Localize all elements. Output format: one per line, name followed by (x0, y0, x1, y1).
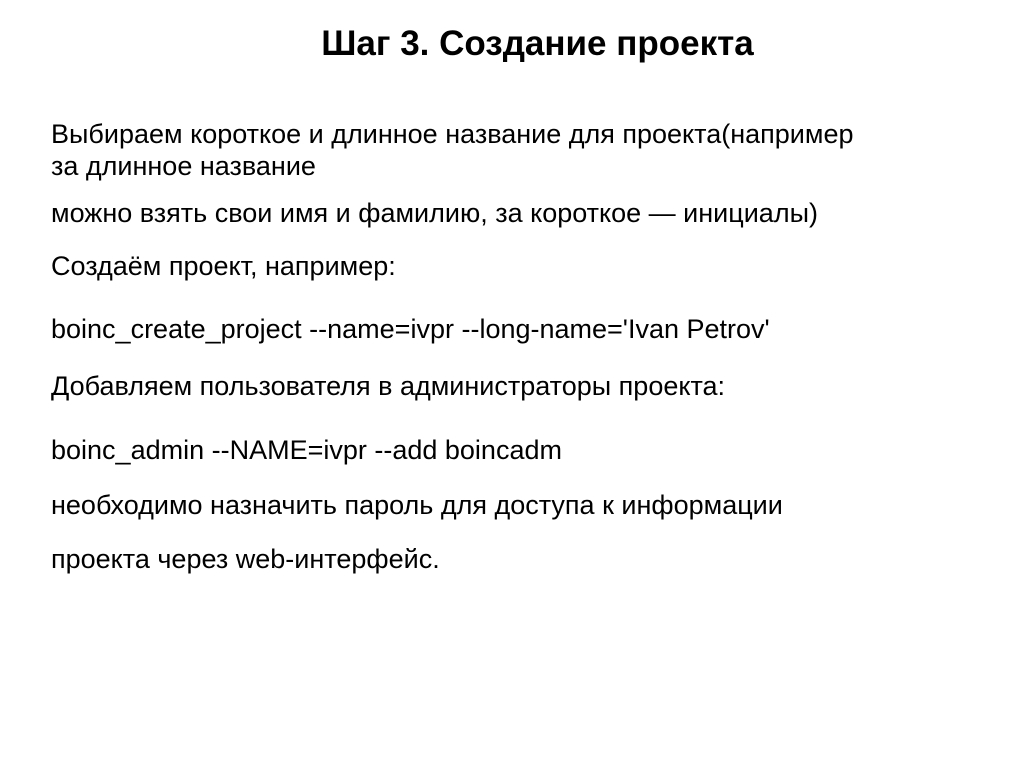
text-line-name-example: можно взять свои имя и фамилию, за короткое — инициалы) (51, 198, 818, 228)
command-create-project: boinc_create_project --name=ivpr --long-name='Ivan Petrov' (51, 314, 770, 344)
text-line-create-project: Создаём проект, например: (51, 251, 396, 281)
command-boinc-admin: boinc_admin --NAME=ivpr --add boincadm (51, 435, 562, 465)
text-line-web-interface: проекта через web-интерфейс. (51, 544, 440, 574)
text-line-long-name: за длинное название (51, 151, 316, 181)
text-line-choose-names: Выбираем короткое и длинное название для проекта(например (51, 119, 854, 149)
text-line-add-admin: Добавляем пользователя в администраторы проекта: (51, 371, 726, 401)
slide-title: Шаг 3. Создание проекта (321, 24, 754, 63)
text-line-set-password: необходимо назначить пароль для доступа к информации (51, 490, 783, 520)
